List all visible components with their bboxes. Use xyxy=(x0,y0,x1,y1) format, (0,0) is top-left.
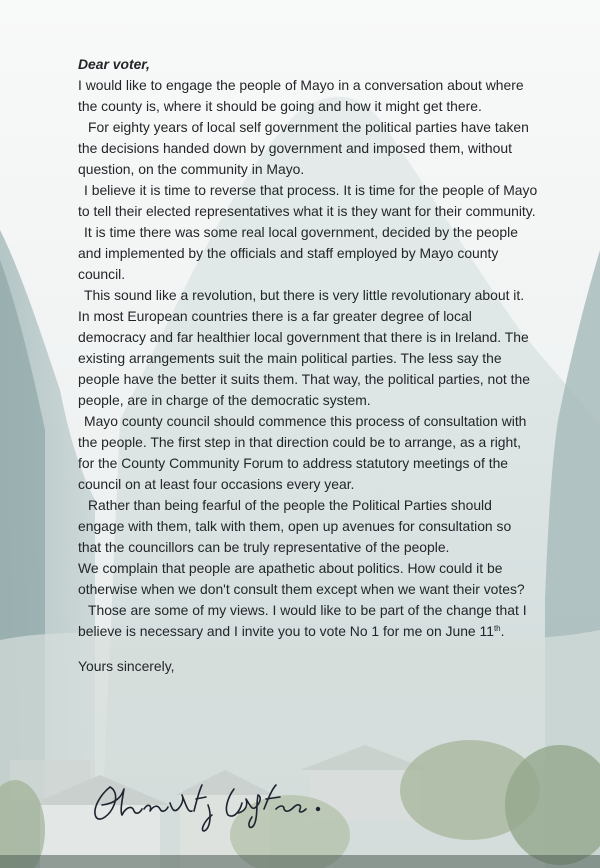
letter-paragraph-2: For eighty years of local self government the political parties have taken the decisions handed down by government and imposed them, without question, on the community in Mayo. xyxy=(78,119,529,177)
final-paragraph-text: Those are some of my views. I would like to be part of the change that I believe is necessary and I invite you to vote No 1 for me on June 11 xyxy=(78,602,527,639)
letter-paragraph-7: Rather than being fearful of the people the Political Parties should engage with them, talk with them, open up avenues for consultation so that the councillors can be truly representative of the people. xyxy=(78,497,512,555)
letter-paragraph-5: This sound like a revolution, but there is very little revolutionary about it. In most European countries there is a far greater degree of local democracy and far healthier local government that there is in Ireland. The existing arrangements suit the main political parties. The less say the people have the better it suits them. That way, the political parties, not the people, are in charge of the democratic system. xyxy=(78,287,530,408)
letter-paragraph-4: It is time there was some real local government, decided by the people and implemented by the officials and staff employed by Mayo county council. xyxy=(78,224,518,282)
date-ordinal-suffix: th xyxy=(493,624,501,633)
letter-paragraph-6: Mayo county council should commence this process of consultation with the people. The first step in that direction could be to arrange, as a right, for the County Community Forum to address statutory meetings of the council on at least four occasions every year. xyxy=(78,413,527,492)
salutation: Dear voter, xyxy=(78,56,150,72)
letter-paragraph-8: We complain that people are apathetic about politics. How could it be otherwise when we don't consult them except when we want their votes? xyxy=(78,560,525,597)
campaign-letter xyxy=(78,54,538,677)
handwritten-signature xyxy=(88,775,348,835)
letter-paragraph-final xyxy=(78,600,538,642)
letter-paragraph-3: I believe it is time to reverse that process. It is time for the people of Mayo to tell their elected representatives what it is they want for their community. xyxy=(78,182,538,219)
closing-line: Yours sincerely, xyxy=(78,658,175,674)
letter-paragraph-1: I would like to engage the people of Mayo in a conversation about where the county is, where it should be going and how it might get there. xyxy=(78,77,524,114)
final-paragraph-end: . xyxy=(500,623,505,639)
